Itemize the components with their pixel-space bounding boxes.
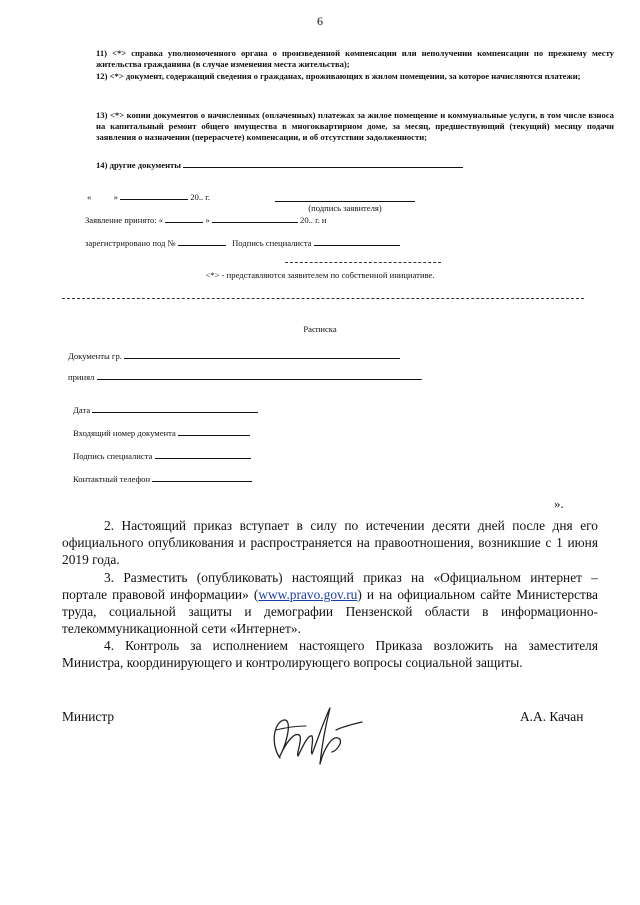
receipt-date-label: Дата: [73, 405, 91, 415]
receipt-specialist-label: Подпись специалиста: [73, 451, 153, 461]
item-number: 12): [96, 71, 108, 81]
registration-number-field[interactable]: [178, 236, 226, 246]
list-item-13: [96, 110, 614, 143]
receipt-specialist-field[interactable]: [155, 449, 251, 459]
date-year: 20.. г.: [190, 192, 210, 202]
item-number: 14): [96, 160, 108, 170]
documents-owner-field[interactable]: [124, 349, 400, 359]
handwritten-signature: [266, 700, 366, 770]
item-text: <*> документ, содержащий сведения о гражданах, проживающих в жилом помещении, за которое начисляются платежи;: [109, 71, 581, 81]
footnote: <*> - представляются заявителем по собственной инициативе.: [205, 270, 435, 280]
specialist-signature-label: Подпись специалиста: [232, 238, 312, 248]
signer-name: А.А. Качан: [520, 709, 584, 724]
receipt-date-row: [73, 403, 258, 416]
documents-label: Документы гр.: [68, 351, 122, 361]
accepted-label: Заявление принято: «: [85, 215, 164, 225]
phone-label: Контактный телефон: [73, 474, 151, 484]
signer-position: Министр: [62, 709, 115, 724]
quote-open: «: [87, 192, 92, 202]
receipt-specialist-row: [73, 449, 251, 462]
list-item-12: [96, 71, 614, 82]
list-item-11: [96, 48, 614, 70]
incoming-number-field[interactable]: [178, 426, 250, 436]
list-item-14: [96, 158, 614, 171]
quote-close: »: [113, 192, 118, 202]
item-text: другие документы: [109, 160, 181, 170]
item-text: <*> копии документов о начисленных (оплаченных) платежах за жилое помещение и коммунальные услуги, в том числе взноса на капитальный ремонт общего имущества в многоквартирном доме, за месяц, предшествующий (текущий) месяцу подачи заявления о назначении (перерасчете) компенсации, и об отсутствии задолженности;: [96, 110, 614, 142]
paragraph-3: [62, 569, 598, 637]
cut-line: [62, 298, 584, 299]
receipt-accepted-row: принял .: [68, 372, 423, 382]
accepted-row: [85, 213, 327, 226]
other-documents-field[interactable]: [183, 158, 463, 168]
accepted-quote-close: »: [205, 215, 210, 225]
applicant-signature-line[interactable]: [275, 201, 415, 202]
receipt-accepted-label: принял: [68, 372, 95, 382]
registered-label: зарегистрировано под №: [85, 238, 176, 248]
paragraph-2: 2. Настоящий приказ вступает в силу по истечении десяти дней после дня его официального опубликования и распространяется на правоотношения, возникшие с 1 июня 2019 года.: [62, 518, 598, 567]
separator-short: [285, 262, 441, 263]
accepted-year: 20.. г. и: [300, 215, 327, 225]
page-number: 6: [317, 14, 323, 28]
pravo-link[interactable]: www.pravo.gov.ru: [258, 587, 358, 602]
receipt-accepted-field[interactable]: [97, 370, 421, 380]
item-number: 11): [96, 48, 107, 58]
date-row: [87, 190, 210, 203]
receipt-phone-row: [73, 472, 252, 485]
specialist-signature-field[interactable]: [314, 236, 400, 246]
phone-field[interactable]: [152, 472, 252, 482]
applicant-signature-caption: (подпись заявителя): [308, 203, 382, 213]
accepted-day-field[interactable]: [165, 213, 203, 223]
receipt-incoming-row: [73, 426, 250, 439]
paragraph-3-text-end: ) и на официальном сайте Министерства труда, социальной защиты и демографии Пензенской области в информационно-телекоммуникационной сети «Интернет».: [62, 587, 599, 636]
closing-quote: ».: [554, 496, 564, 511]
date-month-field[interactable]: [120, 190, 188, 200]
receipt-title: Расписка: [303, 324, 337, 334]
item-text: <*> справка уполномоченного органа о произведенной компенсации или неполучении компенсации по прежнему месту жительства гражданина (в случае изменения места жительства);: [96, 48, 614, 69]
registered-row: [85, 236, 400, 249]
receipt-date-field[interactable]: [92, 403, 258, 413]
item-number: 13): [96, 110, 108, 120]
incoming-number-label: Входящий номер документа: [73, 428, 176, 438]
receipt-documents-row: [68, 349, 400, 362]
paragraph-3-text-start: 3. Разместить (опубликовать) настоящий приказ на «Официальном интернет – портале правовой информации» (: [62, 570, 598, 602]
accepted-month-field[interactable]: [212, 213, 298, 223]
paragraph-4: 4. Контроль за исполнением настоящего Приказа возложить на заместителя Министра, координирующего и контролирующего вопросы социальной защиты.: [62, 638, 598, 670]
